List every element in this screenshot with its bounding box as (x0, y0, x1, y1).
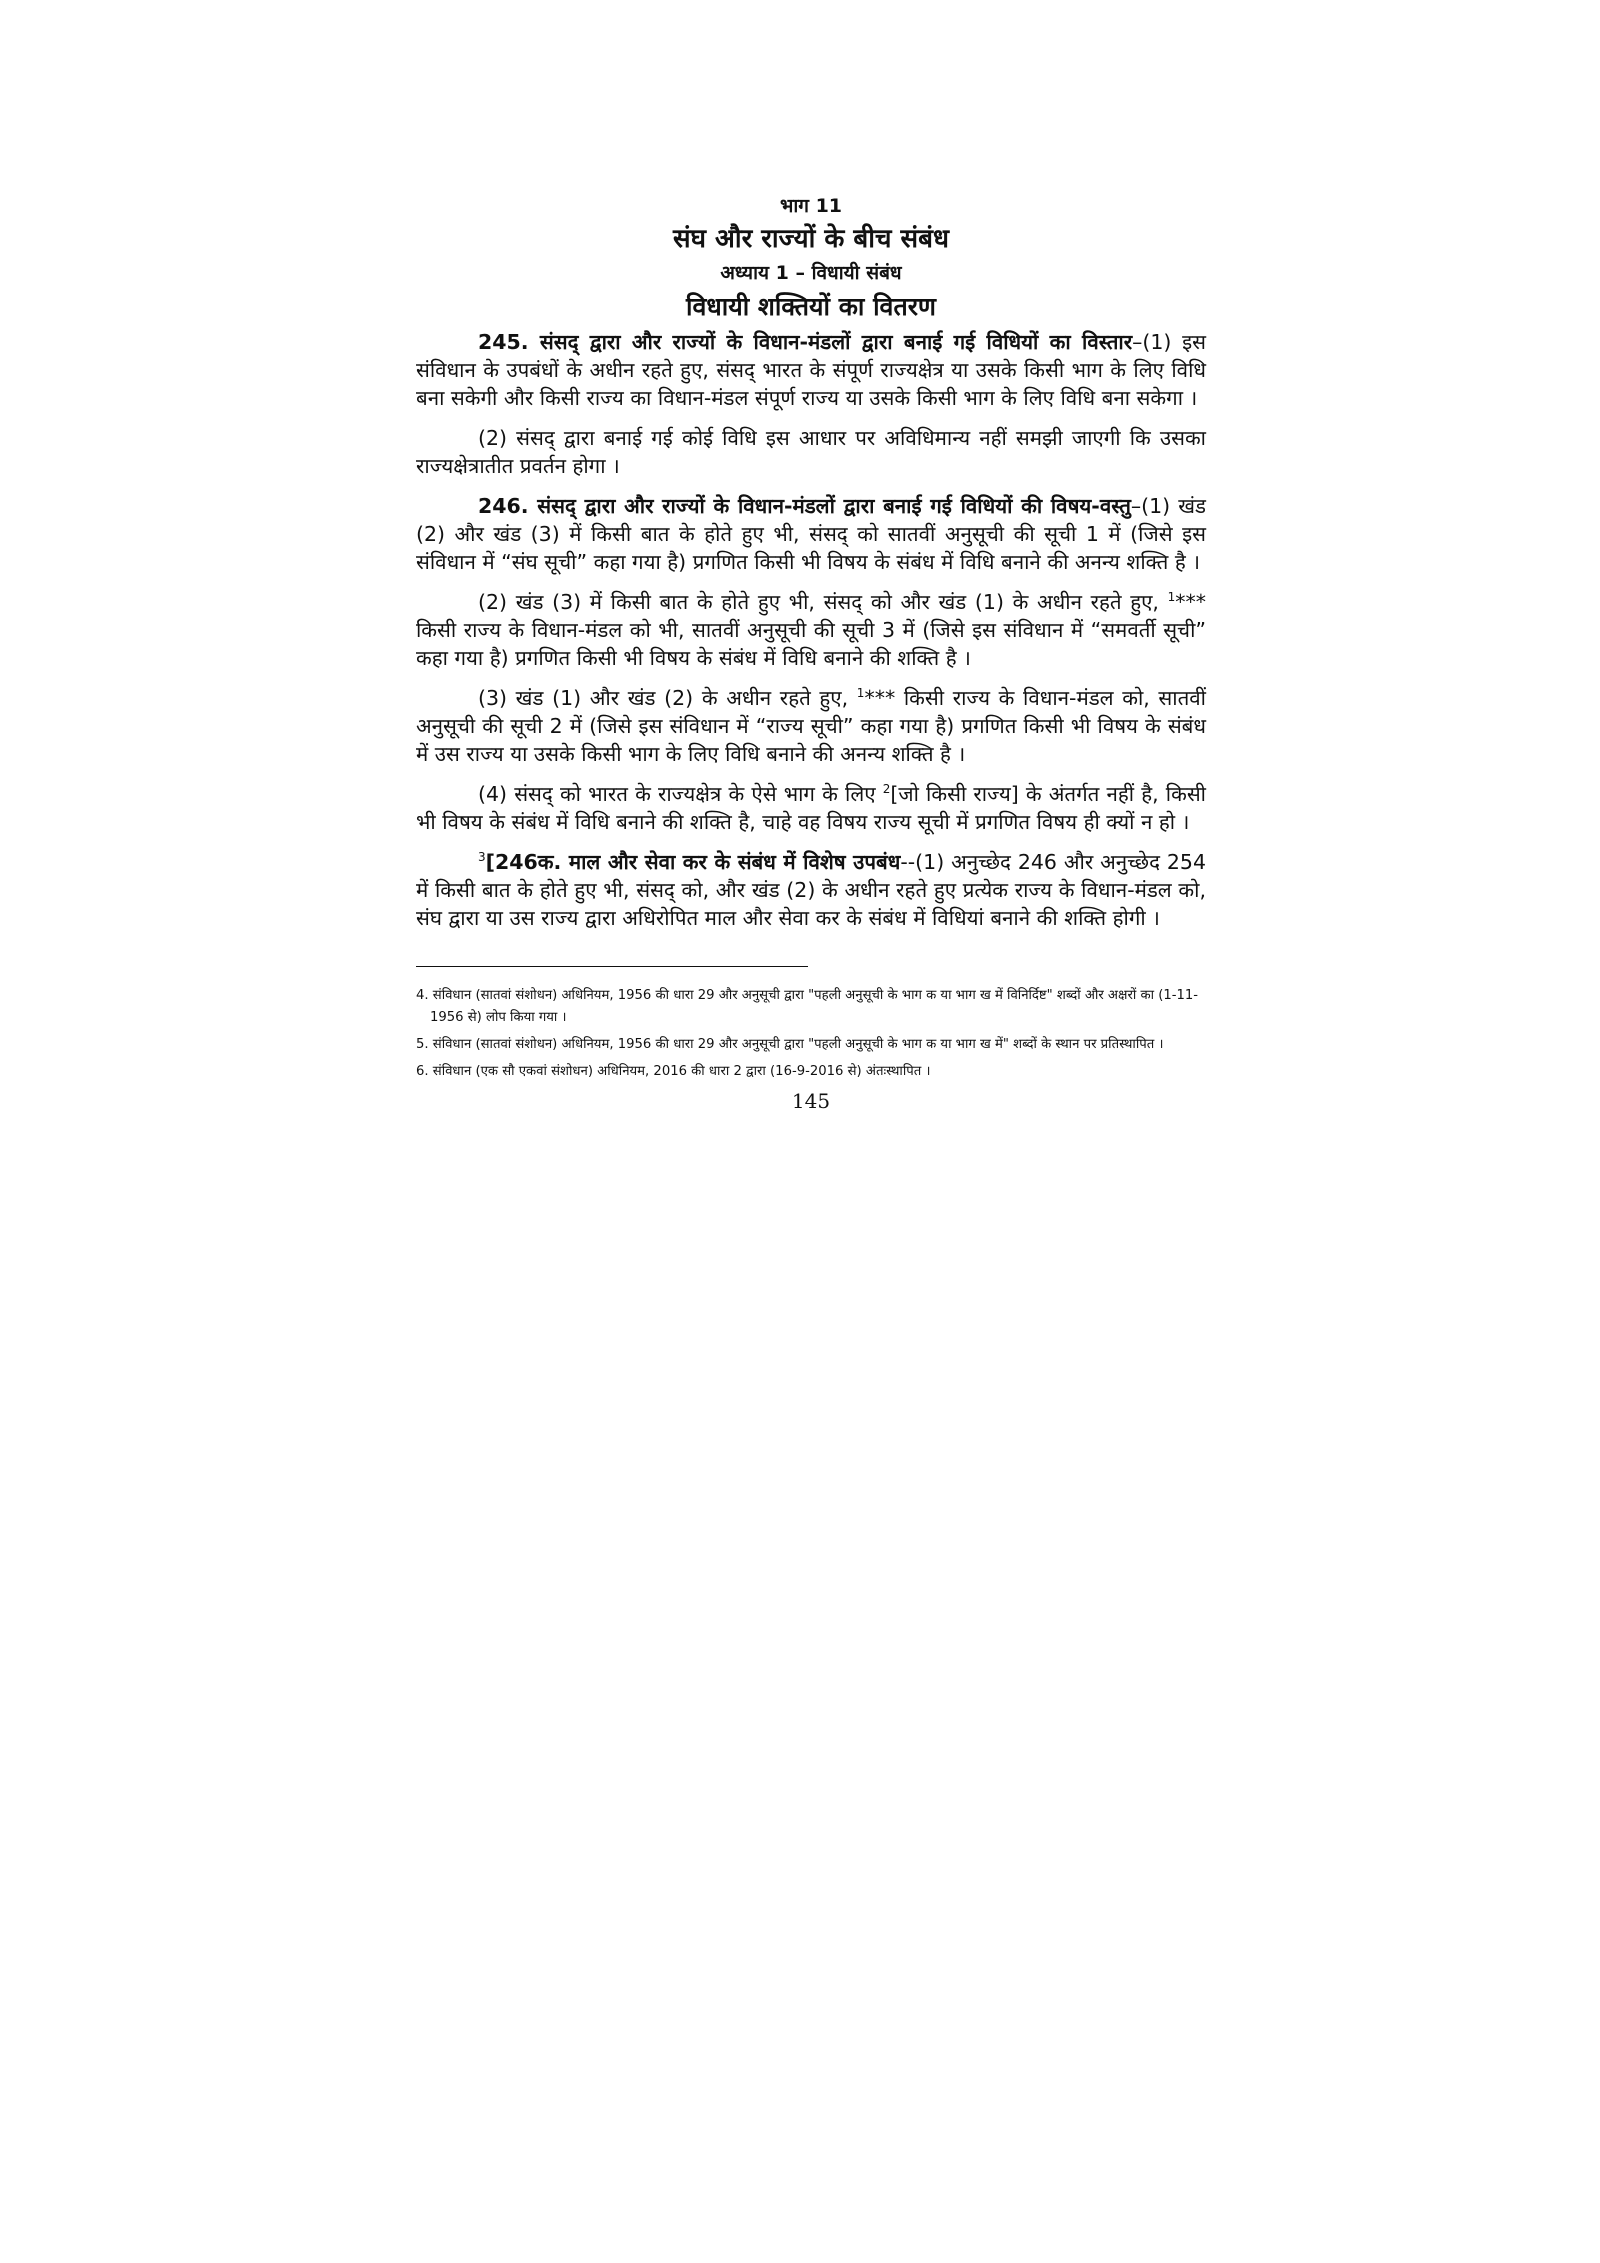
article-245-clause-2: (2) संसद् द्वारा बनाई गई कोई विधि इस आधार पर अविधिमान्य नहीं समझी जाएगी कि उसका राज्यक्षेत्रातीत प्रवर्तन होगा । (416, 426, 1206, 478)
page-content (416, 192, 1206, 1114)
footnote-divider (416, 966, 808, 967)
footnote-5: 5. संविधान (सातवां संशोधन) अधिनियम, 1956 की धारा 29 और अनुसूची द्वारा "पहली अनुसूची के भाग क या भाग ख में" शब्दों के स्थान पर प्रतिस्थापित । (416, 1037, 1164, 1052)
clause-4-text-start: (4) संसद् को भारत के राज्यक्षेत्र के ऐसे भाग के लिए (478, 782, 883, 806)
article-246-heading: 246. संसद् द्वारा और राज्यों के विधान-मंडलों द्वारा बनाई गई विधियों की विषय-वस्तु (478, 494, 1131, 518)
clause-4-text-end: [जो किसी राज्य] के अंतर्गत नहीं है, किसी भी विषय के संबंध में विधि बनाने की शक्ति है, चाहे वह विषय राज्य सूची में प्रगणित विषय ही क्यों न हो । (416, 782, 1206, 834)
clause-3-text-end: *** किसी राज्य के विधान-मंडल को, सातवीं अनुसूची की सूची 2 में (जिसे इस संविधान में “राज्य सूची” कहा गया है) प्रगणित किसी भी विषय के संबंध में उस राज्य या उसके किसी भाग के लिए विधि बनाने की अनन्य शक्ति है । (416, 686, 1206, 766)
part-title: संघ और राज्यों के बीच संबंध (673, 224, 949, 254)
chapter-heading: अध्याय 1 – विधायी संबंध (720, 262, 902, 284)
article-245-clause-1-text: –(1) इस संविधान के उपबंधों के अधीन रहते हुए, संसद् भारत के संपूर्ण राज्यक्षेत्र या उसके किसी भाग के लिए विधि बना सकेगी और किसी राज्य का विधान-मंडल संपूर्ण राज्य या उसके किसी भाग के लिए विधि बना सकेगा । (416, 330, 1206, 410)
section-subtitle: विधायी शक्तियों का वितरण (685, 292, 936, 321)
part-number: भाग 11 (779, 195, 843, 217)
clause-2-text-end: *** किसी राज्य के विधान-मंडल को भी, सातवीं अनुसूची की सूची 3 में (जिसे इस संविधान में “समवर्ती सूची” कहा गया है) प्रगणित किसी भी विषय के संबंध में विधि बनाने की शक्ति है । (416, 590, 1206, 670)
footnote-ref-1: 1 (1167, 590, 1176, 605)
article-246A-heading: [246क. माल और सेवा कर के संबंध में विशेष उपबंध (485, 850, 901, 874)
article-246-clause-2 (416, 588, 1206, 672)
article-245-clause-1 (416, 328, 1206, 412)
footnote-ref-1: 1 (856, 686, 865, 701)
footnote-ref-3: 3 (478, 850, 486, 865)
footnote-6: 6. संविधान (एक सौ एकवां संशोधन) अधिनियम, 2016 की धारा 2 द्वारा (16-9-2016 से) अंतःस्थापित । (416, 1064, 931, 1079)
clause-2-text-start: (2) खंड (3) में किसी बात के होते हुए भी, संसद् को और खंड (1) के अधीन रहते हुए, (478, 590, 1168, 614)
article-246-clause-3 (416, 684, 1206, 768)
page-number: 145 (791, 1089, 831, 1113)
article-246-clause-1-text: –(1) खंड (2) और खंड (3) में किसी बात के होते हुए भी, संसद् को सातवीं अनुसूची की सूची 1 में (जिसे इस संविधान में “संघ सूची” कहा गया है) प्रगणित किसी भी विषय के संबंध में विधि बनाने की अनन्य शक्ति है । (416, 494, 1207, 574)
article-246-clause-1 (416, 492, 1206, 576)
article-246A-text: --(1) अनुच्छेद 246 और अनुच्छेद 254 में किसी बात के होते हुए भी, संसद् को, और खंड (2) के अधीन रहते हुए प्रत्येक राज्य के विधान-मंडल को, संघ द्वारा या उस राज्य द्वारा अधिरोपित माल और सेवा कर के संबंध में विधियां बनाने की शक्ति होगी । (416, 850, 1206, 930)
footnote-ref-2: 2 (882, 782, 891, 797)
article-245-heading: 245. संसद् द्वारा और राज्यों के विधान-मंडलों द्वारा बनाई गई विधियों का विस्तार (478, 330, 1133, 354)
article-246A (416, 848, 1206, 932)
clause-3-text-start: (3) खंड (1) और खंड (2) के अधीन रहते हुए, (478, 686, 857, 710)
footnote-4: 4. संविधान (सातवां संशोधन) अधिनियम, 1956 की धारा 29 और अनुसूची द्वारा "पहली अनुसूची के भाग क या भाग ख में विनिर्दिष्ट" शब्दों और अक्षरों का (1-11-1956 से) लोप किया गया । (416, 988, 1199, 1025)
article-246-clause-4 (416, 780, 1206, 836)
